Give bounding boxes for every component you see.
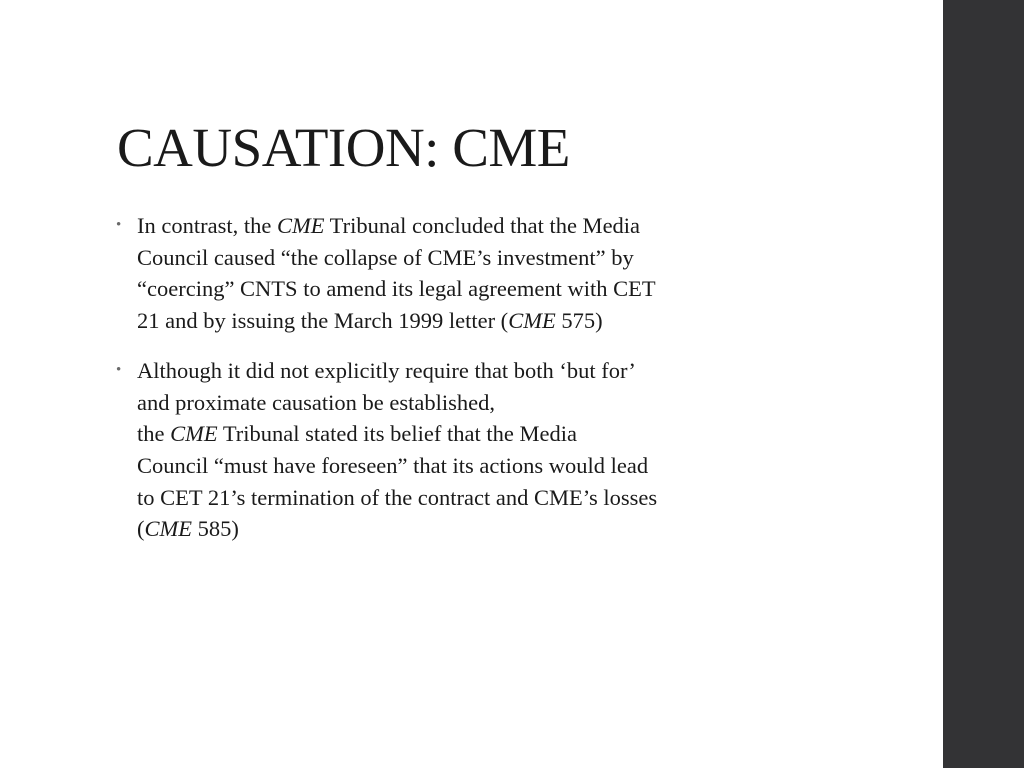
case-name: CME: [170, 421, 218, 447]
bullet-item: [116, 355, 836, 545]
bullet-line: (CME 585): [137, 516, 239, 542]
bullet-marker: •: [116, 361, 122, 378]
case-name: CME: [144, 516, 192, 542]
bullet-item: [116, 210, 836, 337]
bullet-line: 21 and by issuing the March 1999 letter (CME 575): [137, 308, 603, 334]
bullet-line: “coercing” CNTS to amend its legal agreement with CET: [137, 276, 656, 302]
bullet-line: and proximate causation be established,: [137, 389, 496, 415]
bullet-line: the CME Tribunal stated its belief that the Media: [137, 421, 577, 447]
bullet-marker: •: [116, 217, 122, 233]
side-bar: [943, 0, 1024, 768]
bullet-line: Although it did not explicitly require that both ‘but for’: [137, 357, 636, 383]
bullet-line: In contrast, the CME Tribunal concluded that the Media: [137, 213, 641, 238]
bullet-line: to CET 21’s termination of the contract and CME’s losses: [137, 484, 658, 510]
bullet-list: [116, 210, 836, 563]
bullet-line: Council “must have foreseen” that its actions would lead: [137, 452, 649, 478]
slide-title: CAUSATION: CME: [117, 117, 570, 178]
case-name: CME: [508, 308, 556, 334]
bullet-line: Council caused “the collapse of CME’s investment” by: [137, 244, 634, 270]
case-name: CME: [276, 213, 325, 238]
